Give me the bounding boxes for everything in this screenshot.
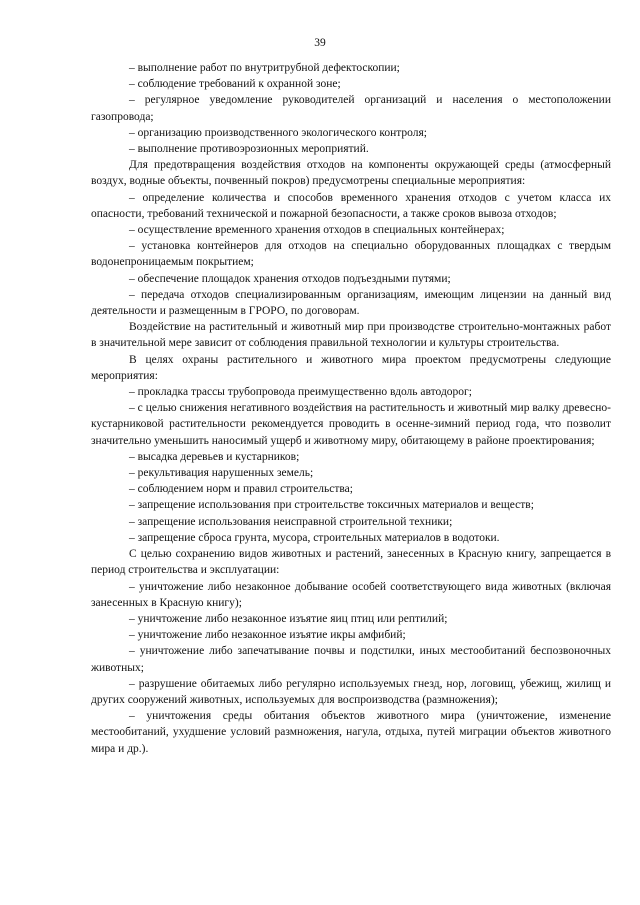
paragraph: – выполнение противоэрозионных мероприятий.: [129, 143, 369, 156]
paragraph: – осуществление временного хранения отходов в специальных контейнерах;: [129, 224, 505, 237]
paragraph: – регулярное уведомление руководителей организаций и населения о местоположении газопровода;: [91, 94, 611, 123]
paragraph: – соблюдение требований к охранной зоне;: [129, 78, 341, 91]
paragraph: – уничтожение либо незаконное добывание особей соответствующего вида животных (включая занесенных в Красную книгу);: [91, 580, 611, 609]
paragraph: – запрещение использования неисправной строительной техники;: [129, 515, 453, 528]
paragraph: – уничтожение либо незаконное изъятие яиц птиц или рептилий;: [129, 612, 448, 625]
paragraph: – уничтожение либо запечатывание почвы и подстилки, иных местообитаний беспозвоночных животных;: [91, 645, 611, 674]
paragraph: – организацию производственного экологического контроля;: [129, 126, 427, 139]
paragraph: В целях охраны растительного и животного мира проектом предусмотрены следующие мероприятия:: [91, 353, 611, 382]
paragraph: Для предотвращения воздействия отходов на компоненты окружающей среды (атмосферный воздух, водные объекты, почвенный покров) предусмотрены специальные мероприятия:: [91, 159, 611, 188]
body-text: [91, 60, 611, 757]
paragraph: – соблюдением норм и правил строительства;: [129, 483, 353, 496]
paragraph: – прокладка трассы трубопровода преимущественно вдоль автодорог;: [129, 386, 472, 399]
paragraph: – определение количества и способов временного хранения отходов с учетом класса их опасности, требований технической и пожарной безопасности, а также сроков вывоза отходов;: [91, 191, 611, 220]
paragraph: – запрещение использования при строительстве токсичных материалов и веществ;: [129, 499, 534, 512]
page-number: 39: [314, 37, 326, 49]
paragraph: Воздействие на растительный и животный мир при производстве строительно-монтажных работ в значительной мере зависит от соблюдения правильной технологии и культуры строительства.: [91, 321, 611, 350]
paragraph: – запрещение сброса грунта, мусора, строительных материалов в водотоки.: [129, 531, 500, 544]
paragraph: – выполнение работ по внутритрубной дефектоскопии;: [129, 62, 400, 74]
paragraph: – разрушение обитаемых либо регулярно используемых гнезд, нор, логовищ, убежищ, жилищ и других сооружений животных, используемых для воспроизводства (размножения);: [91, 677, 611, 706]
paragraph: – высадка деревьев и кустарников;: [129, 450, 300, 463]
paragraph: – с целью снижения негативного воздействия на растительность и животный мир валку древесно-кустарниковой растительности рекомендуется проводить в осенне-зимний период года, что позволит значительно уменьшить наносимый ущерб и животному миру, обитающему в районе проектирования;: [91, 402, 611, 447]
paragraph: – обеспечение площадок хранения отходов подъездными путями;: [129, 272, 451, 285]
paragraph: – уничтожения среды обитания объектов животного мира (уничтожение, изменение местообитаний, ухудшение условий размножения, нагула, отдыха, путей миграции объектов животного мира и др.).: [91, 710, 611, 755]
paragraph: – уничтожение либо незаконное изъятие икры амфибий;: [129, 629, 406, 642]
paragraph: – рекультивация нарушенных земель;: [129, 467, 314, 480]
paragraph: – установка контейнеров для отходов на специально оборудованных площадках с твердым водонепроницаемым покрытием;: [91, 240, 611, 269]
paragraph: – передача отходов специализированным организациям, имеющим лицензии на данный вид деятельности и размещенным в ГРОРО, по договорам.: [91, 288, 611, 318]
paragraph: С целью сохранению видов животных и растений, занесенных в Красную книгу, запрещается в период строительства и эксплуатации:: [91, 548, 611, 577]
